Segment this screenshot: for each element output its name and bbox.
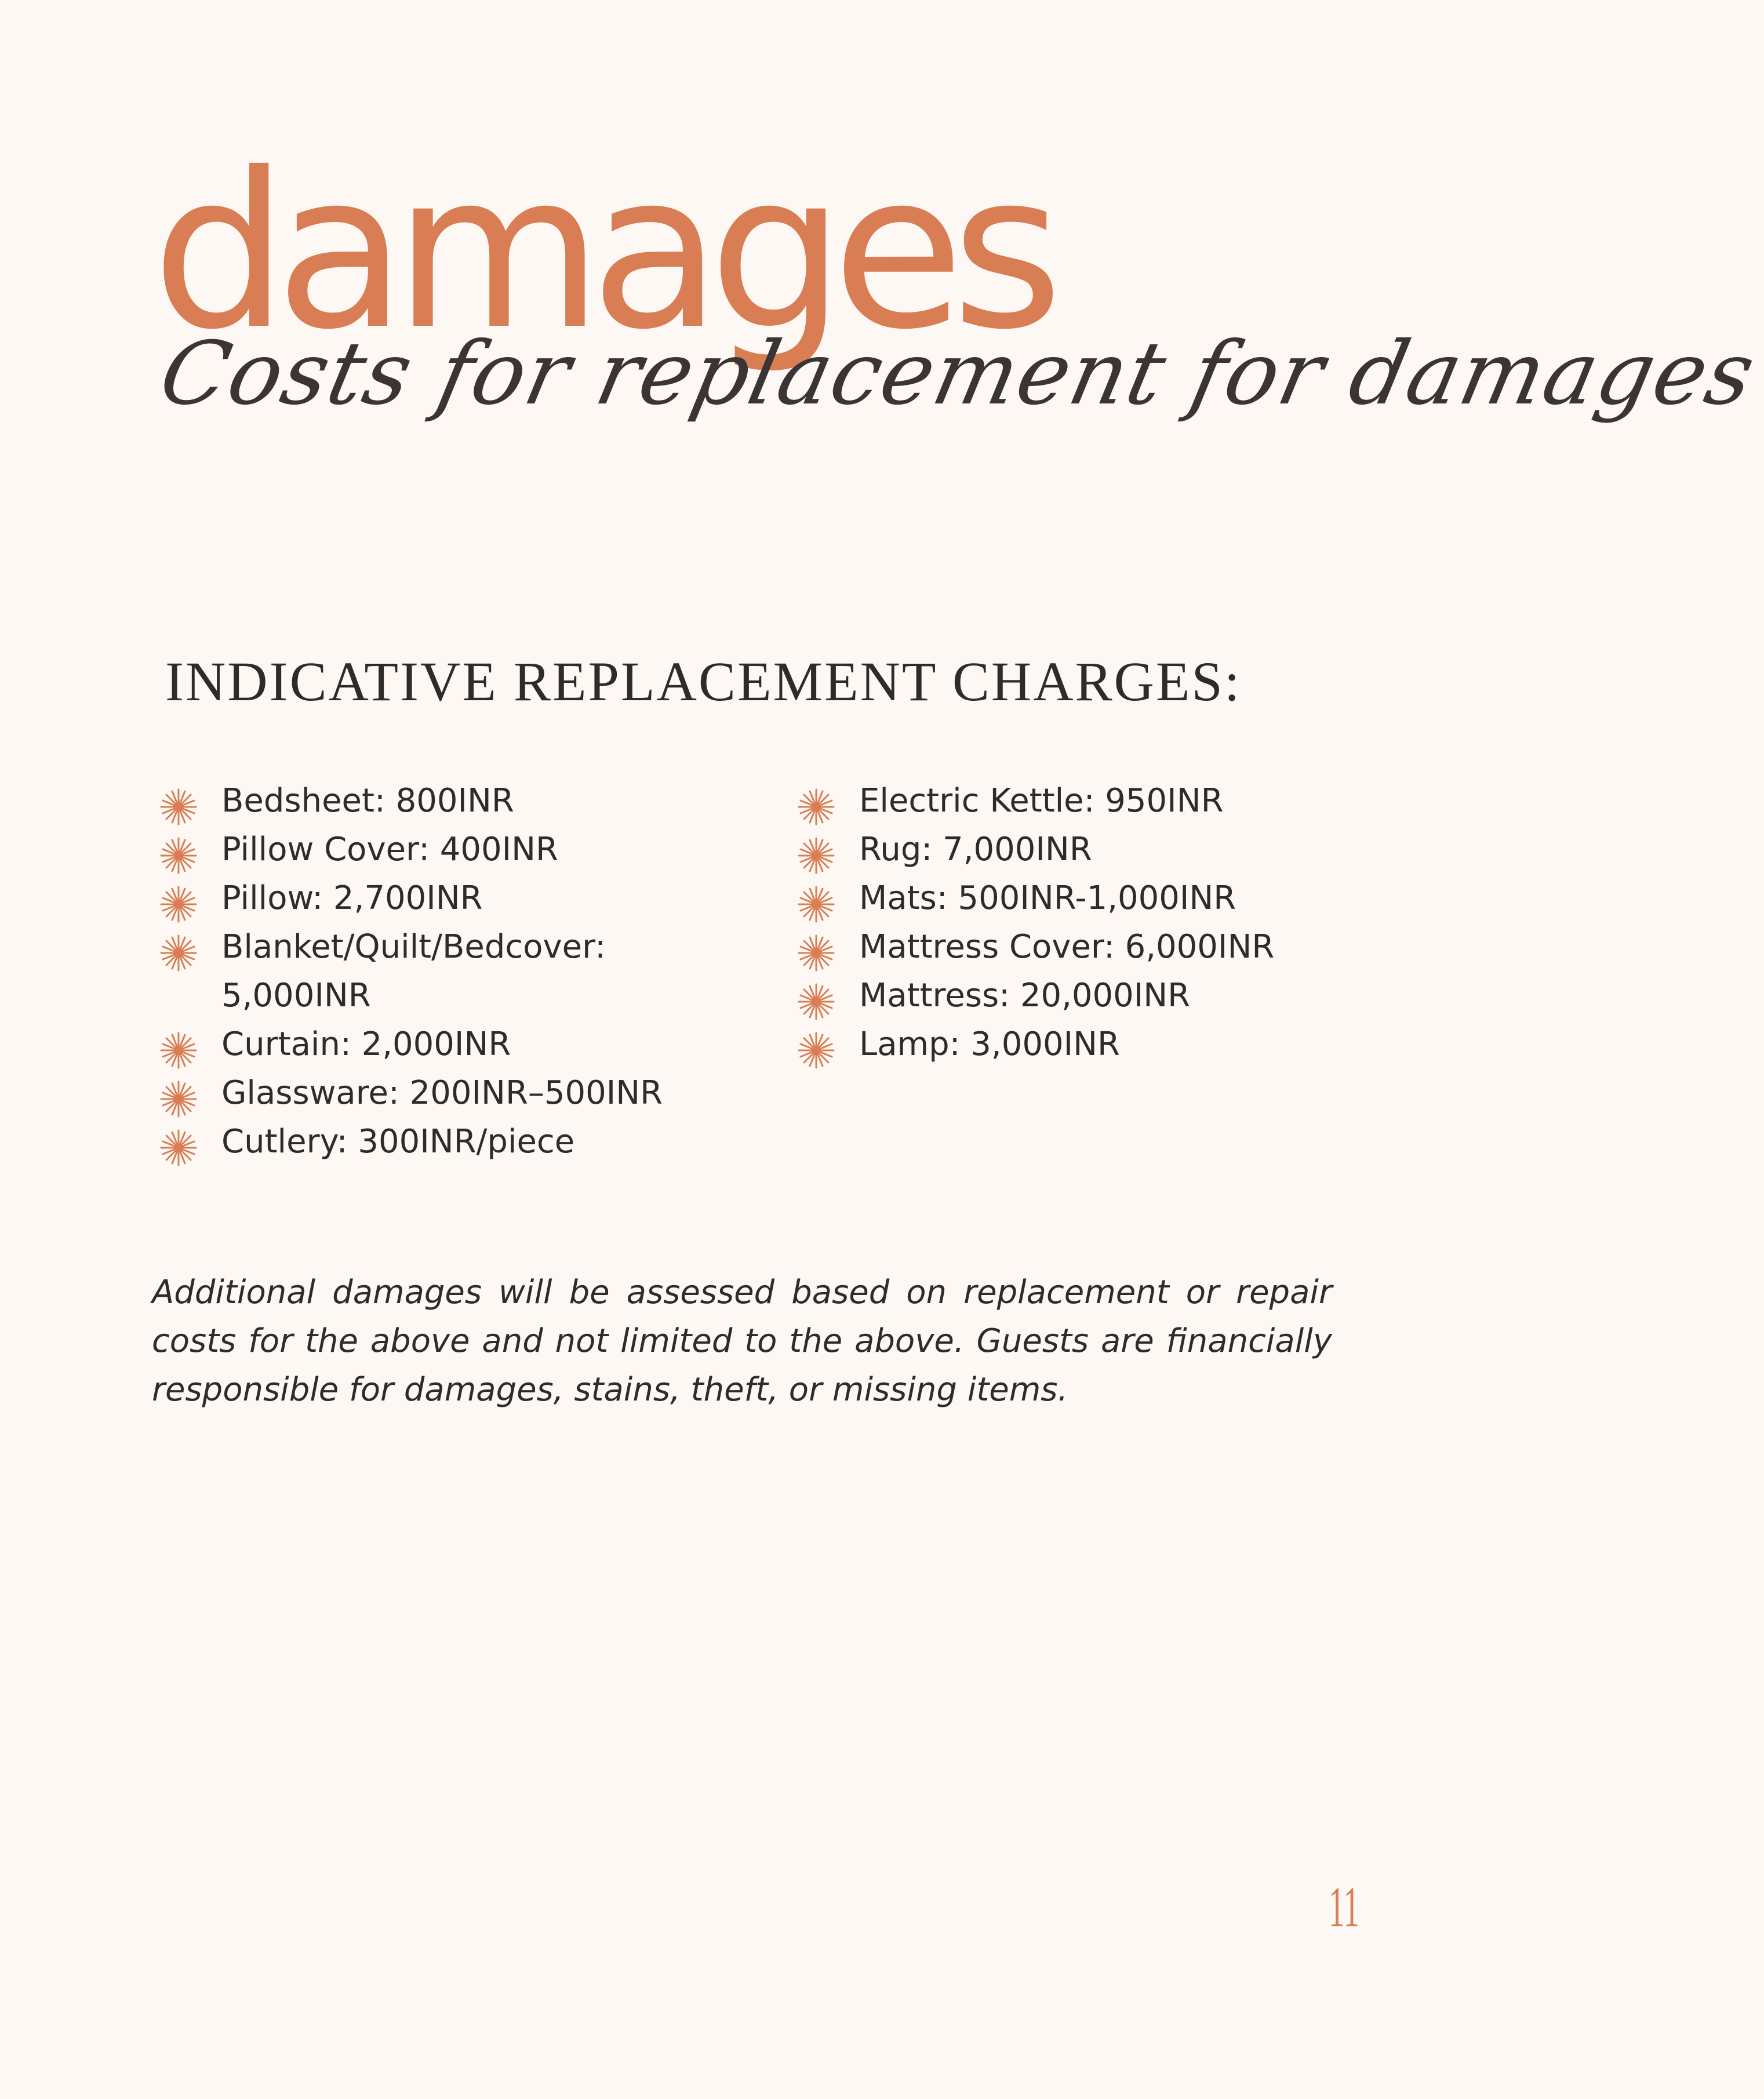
asterisk-star-icon [159, 1079, 198, 1119]
list-item [794, 923, 1403, 972]
asterisk-star-icon [796, 836, 836, 875]
list-item [157, 874, 765, 923]
list-item [794, 972, 1403, 1020]
charge-text: Pillow Cover: 400INR [221, 831, 558, 868]
asterisk-star-icon [159, 1128, 198, 1167]
asterisk-star-icon [796, 933, 836, 973]
asterisk-star-icon [159, 787, 198, 827]
damages-note: Additional damages will be assessed based on replacement or repair costs for the above and not limited to the above. Guests are financially responsible for damages, stains, theft, or missing items. [152, 1274, 1332, 1409]
asterisk-star-icon [796, 982, 836, 1021]
charge-text: Rug: 7,000INR [859, 831, 1092, 868]
charge-text: Blanket/Quilt/Bedcover: 5,000INR [221, 928, 606, 1014]
list-item [794, 874, 1403, 923]
list-item [794, 777, 1403, 825]
charge-text: Cutlery: 300INR/piece [221, 1123, 575, 1161]
charge-text: Mats: 500INR-1,000INR [859, 879, 1236, 917]
charge-text: Mattress: 20,000INR [859, 977, 1191, 1014]
list-item [794, 1020, 1403, 1069]
charge-text: Electric Kettle: 950INR [859, 782, 1224, 820]
list-item [157, 1118, 765, 1166]
charge-text: Mattress Cover: 6,000INR [859, 928, 1275, 966]
list-item [157, 1069, 765, 1118]
asterisk-star-icon [159, 933, 198, 973]
asterisk-star-icon [159, 1031, 198, 1070]
list-item [794, 825, 1403, 874]
list-item [157, 825, 765, 874]
list-item [157, 1020, 765, 1069]
asterisk-star-icon [159, 885, 198, 924]
asterisk-star-icon [796, 1031, 836, 1070]
page-title: damages [152, 128, 1051, 377]
charges-heading: INDICATIVE REPLACEMENT CHARGES: [165, 650, 1242, 712]
charges-list-left [157, 777, 765, 1166]
charge-text: Lamp: 3,000INR [859, 1025, 1120, 1063]
page-subtitle: Costs for replacement for damages [151, 323, 1764, 424]
asterisk-star-icon [159, 836, 198, 875]
charge-text: Bedsheet: 800INR [221, 782, 514, 820]
charges-list-right [794, 777, 1403, 1069]
asterisk-star-icon [796, 787, 836, 827]
charge-text: Glassware: 200INR–500INR [221, 1074, 663, 1112]
list-item [157, 777, 765, 825]
page-number: 11 [1329, 1875, 1359, 1939]
charge-text: Pillow: 2,700INR [221, 879, 483, 917]
charge-text: Curtain: 2,000INR [221, 1025, 511, 1063]
asterisk-star-icon [796, 885, 836, 924]
list-item [157, 923, 685, 1020]
